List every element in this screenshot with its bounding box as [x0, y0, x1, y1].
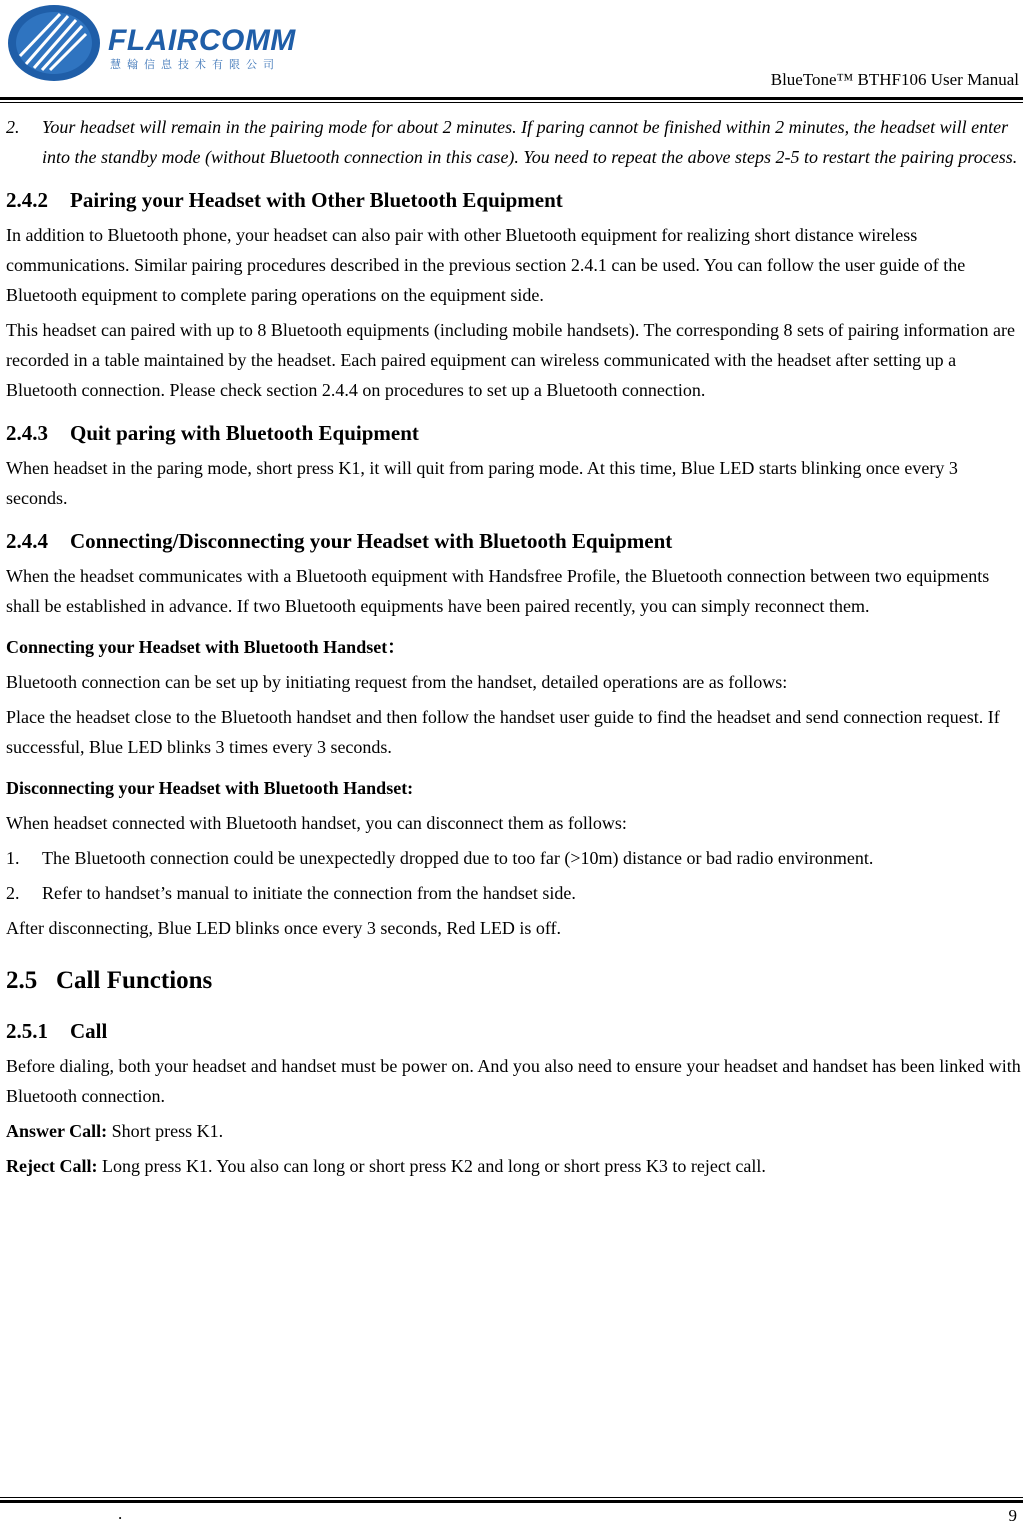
list-number: 2.: [6, 883, 20, 903]
list-item: [6, 843, 1021, 873]
subheading-disconnecting: Disconnecting your Headset with Bluetooth Handset:: [6, 778, 414, 798]
section-number: 2.4.4: [6, 529, 48, 553]
paragraph: When headset in the paring mode, short press K1, it will quit from paring mode. At this time, Blue LED starts blinking once every 3 seconds.: [6, 458, 958, 508]
list-text: Refer to handset’s manual to initiate the connection from the handset side.: [42, 883, 576, 903]
logo-globe-icon: [6, 2, 106, 82]
subheading-connecting: Connecting your Headset with Bluetooth Handset：: [6, 637, 406, 657]
list-item: [6, 112, 1021, 172]
paragraph: In addition to Bluetooth phone, your headset can also pair with other Bluetooth equipment for realizing short distance wireless communications. Similar pairing procedures described in the previous section 2.4.1 can be used. You can follow the user guide of the Bluetooth equipment to complete paring operations on the equipment side.: [6, 225, 966, 305]
list-text: The Bluetooth connection could be unexpectedly dropped due to too far (>10m) distance or bad radio environment.: [42, 848, 874, 868]
paragraph: After disconnecting, Blue LED blinks once every 3 seconds, Red LED is off.: [6, 918, 562, 938]
section-title: Quit paring with Bluetooth Equipment: [70, 421, 419, 445]
section-title: Call: [70, 1019, 108, 1043]
section-heading-2-4-4: [6, 518, 1021, 561]
logo-subtitle: 慧翰信息技术有限公司: [110, 58, 280, 71]
paragraph: This headset can paired with up to 8 Bluetooth equipments (including mobile handsets). The corresponding 8 sets of pairing information are recorded in a table maintained by the headset. Each paired equipment can wireless communicated with the headset after setting up a Bluetooth connection. Please check section 2.4.4 on procedures to set up a Bluetooth connection.: [6, 320, 1015, 400]
page-header: [0, 0, 1023, 106]
list-number: 1.: [6, 848, 20, 868]
page-number: 9: [1008, 1506, 1017, 1525]
footer-rule-thin: [0, 1497, 1023, 1498]
header-rule-thin: [0, 102, 1023, 103]
section-number: 2.5.1: [6, 1019, 48, 1043]
reject-call-label: Reject Call:: [6, 1156, 98, 1176]
logo-wordmark: FLAIRCOMM: [108, 24, 296, 57]
paragraph: Bluetooth connection can be set up by initiating request from the handset, detailed operations are as follows:: [6, 672, 788, 692]
answer-call-line: [6, 1116, 1021, 1146]
section-title: Call Functions: [56, 967, 213, 994]
section-title: Connecting/Disconnecting your Headset with Bluetooth Equipment: [70, 529, 673, 553]
section-heading-2-5: [6, 948, 1021, 1008]
section-number: 2.4.2: [6, 188, 48, 212]
answer-call-label: Answer Call:: [6, 1121, 108, 1141]
paragraph: Before dialing, both your headset and handset must be power on. And you also need to ensure your headset and handset has been linked with Bluetooth connection.: [6, 1056, 1021, 1106]
document-title: BlueTone™ BTHF106 User Manual: [770, 70, 1019, 89]
section-number: 2.5: [6, 967, 38, 994]
section-heading-2-5-1: [6, 1008, 1021, 1051]
list-item: [6, 878, 1021, 908]
paragraph: When the headset communicates with a Bluetooth equipment with Handsfree Profile, the Bluetooth connection between two equipments shall be established in advance. If two Bluetooth equipments have been paired recently, you can simply reconnect them.: [6, 566, 990, 616]
footer-dot: .: [118, 1504, 123, 1523]
list-text: Your headset will remain in the pairing mode for about 2 minutes. If paring cannot be finished within 2 minutes, the headset will enter into the standby mode (without Bluetooth connection in this case). You need to repeat the above steps 2-5 to restart the pairing process.: [42, 117, 1018, 167]
paragraph: Place the headset close to the Bluetooth handset and then follow the handset user guide to find the headset and send connection request. If successful, Blue LED blinks 3 times every 3 seconds.: [6, 707, 1000, 757]
reject-call-line: [6, 1151, 1021, 1181]
page-content: [6, 112, 1021, 1186]
paragraph: When headset connected with Bluetooth handset, you can disconnect them as follows:: [6, 813, 627, 833]
flaircomm-logo: [6, 2, 316, 82]
reject-call-text: Long press K1. You also can long or short press K2 and long or short press K3 to reject call.: [97, 1156, 766, 1176]
section-heading-2-4-2: [6, 177, 1021, 220]
answer-call-text: Short press K1.: [107, 1121, 224, 1141]
section-heading-2-4-3: [6, 410, 1021, 453]
list-number: 2.: [6, 117, 20, 137]
section-title: Pairing your Headset with Other Bluetooth Equipment: [70, 188, 563, 212]
section-number: 2.4.3: [6, 421, 48, 445]
footer-rule-thick: [0, 1500, 1023, 1503]
header-rule-thick: [0, 97, 1023, 100]
